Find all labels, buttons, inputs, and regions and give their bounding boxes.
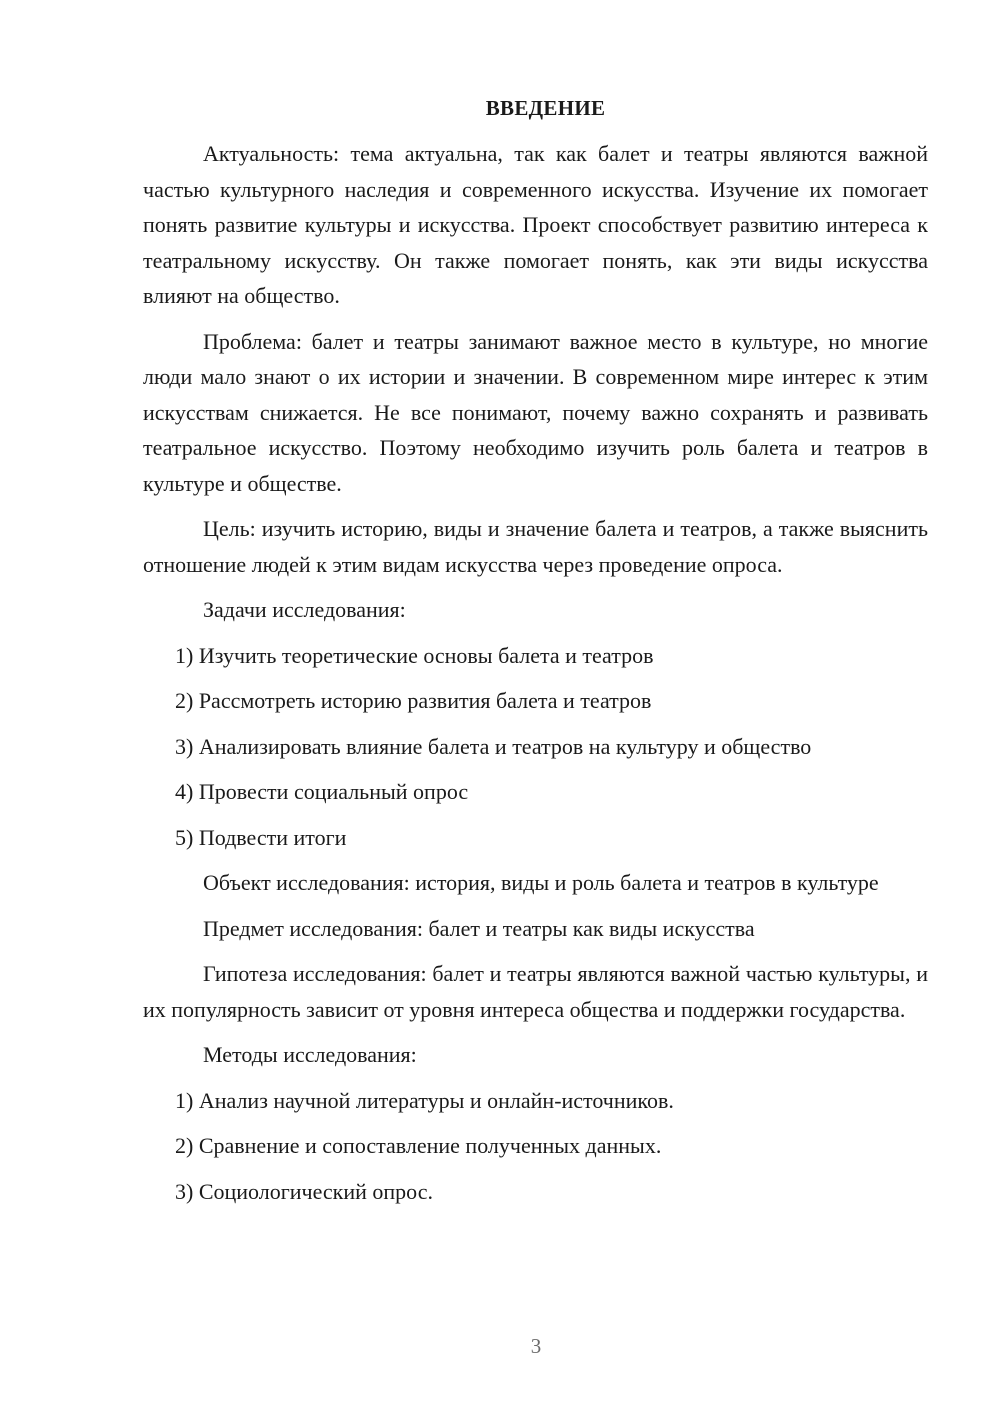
- task-item: 4) Провести социальный опрос: [175, 779, 469, 804]
- method-item: 2) Сравнение и сопоставление полученных данных.: [175, 1133, 662, 1158]
- page-number: 3: [530, 1334, 542, 1358]
- page-title: ВВЕДЕНИЕ: [485, 96, 606, 120]
- method-item: 1) Анализ научной литературы и онлайн-источников.: [175, 1087, 674, 1113]
- page-content: [143, 96, 928, 1219]
- object-paragraph: Объект исследования: история, виды и роль балета и театров в культуре: [203, 870, 879, 895]
- problem-paragraph: Проблема: балет и театры занимают важное место в культуре, но многие люди мало знают о их истории и значении. В современном мире интерес к этим искусствам снижается. Не все понимают, почему важно сохранять и развивать театральное искусство. Поэтому необходимо изучить роль балета и театров в культуре и обществе.: [143, 328, 928, 496]
- hypothesis-paragraph: Гипотеза исследования: балет и театры являются важной частью культуры, и их популярность зависит от уровня интереса общества и поддержки государства.: [143, 961, 928, 1022]
- task-item: 3) Анализировать влияние балета и театров на культуру и общество: [175, 733, 812, 759]
- tasks-label: Задачи исследования:: [203, 597, 406, 622]
- relevance-paragraph: Актуальность: тема актуальна, так как балет и театры являются важной частью культурного наследия и современного искусства. Изучение их помогает понять развитие культуры и искусства. Проект способствует развитию интереса к театральному искусству. Он также помогает понять, как эти виды искусства влияют на общество.: [143, 141, 928, 308]
- methods-label: Методы исследования:: [203, 1042, 417, 1067]
- goal-paragraph: Цель: изучить историю, виды и значение балета и театров, а также выяснить отношение людей к этим видам искусства через проведение опроса.: [143, 516, 928, 577]
- task-item: 5) Подвести итоги: [175, 824, 347, 850]
- task-item: 2) Рассмотреть историю развития балета и театров: [175, 688, 652, 713]
- method-item: 3) Социологический опрос.: [175, 1178, 433, 1204]
- task-item: 1) Изучить теоретические основы балета и театров: [175, 642, 654, 668]
- methods-list: [143, 1083, 928, 1210]
- subject-paragraph: Предмет исследования: балет и театры как виды искусства: [203, 915, 755, 941]
- tasks-list: [143, 638, 928, 856]
